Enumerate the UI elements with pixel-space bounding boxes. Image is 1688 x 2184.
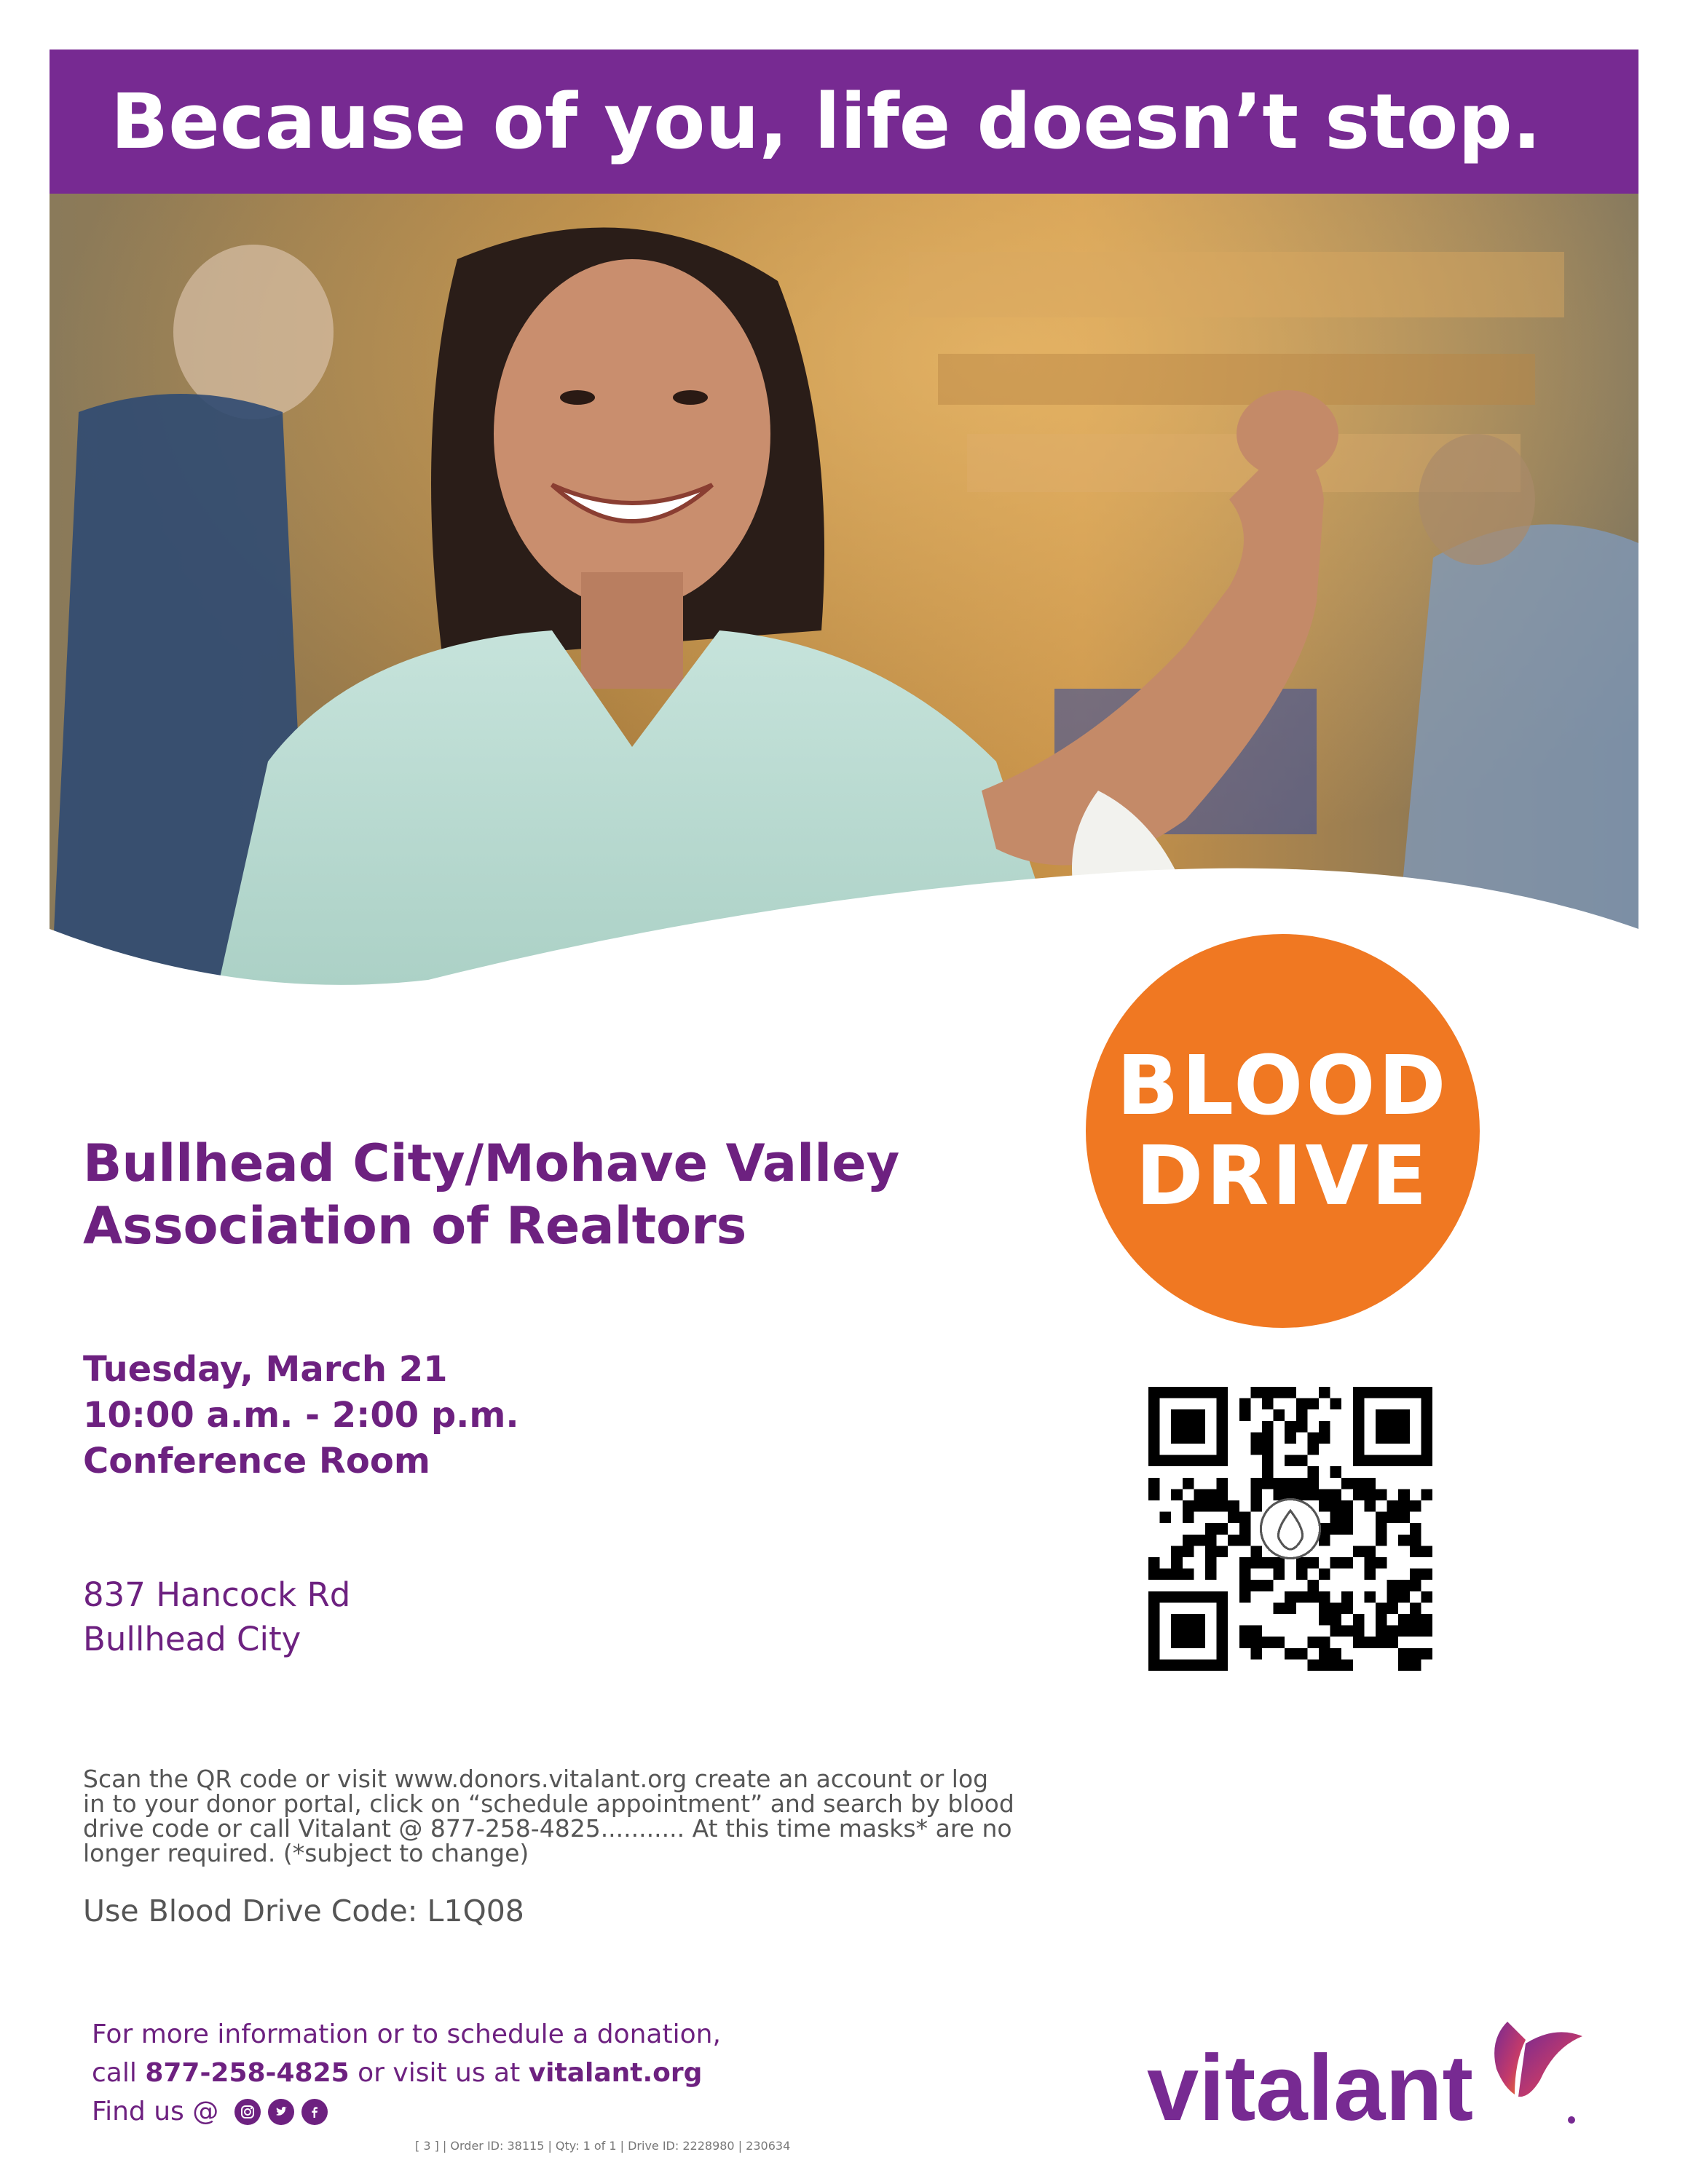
twitter-icon[interactable] xyxy=(268,2099,294,2125)
qr-module xyxy=(1262,1444,1274,1455)
qr-module xyxy=(1421,1569,1432,1580)
qr-module xyxy=(1296,1591,1308,1603)
qr-module xyxy=(1410,1523,1421,1535)
qr-module xyxy=(1250,1500,1262,1512)
blood-drive-code: Use Blood Drive Code: L1Q08 xyxy=(83,1894,524,1928)
qr-module xyxy=(1228,1512,1239,1524)
qr-module xyxy=(1353,1478,1365,1489)
qr-module xyxy=(1410,1580,1421,1591)
qr-module xyxy=(1274,1478,1285,1489)
qr-module xyxy=(1330,1398,1342,1410)
qr-module xyxy=(1319,1500,1330,1512)
social-row xyxy=(92,2092,721,2131)
qr-module xyxy=(1262,1478,1274,1489)
qr-module xyxy=(1398,1591,1410,1603)
qr-module xyxy=(1410,1626,1421,1637)
qr-module xyxy=(1364,1591,1376,1603)
qr-module xyxy=(1398,1626,1410,1637)
qr-module xyxy=(1398,1614,1410,1626)
qr-module xyxy=(1319,1432,1330,1444)
qr-module xyxy=(1250,1580,1262,1591)
qr-module xyxy=(1148,1557,1160,1569)
qr-module xyxy=(1194,1535,1205,1546)
qr-module xyxy=(1274,1409,1285,1421)
qr-module xyxy=(1296,1557,1308,1569)
qr-module xyxy=(1160,1569,1172,1580)
qr-module xyxy=(1341,1478,1353,1489)
qr-module xyxy=(1387,1626,1399,1637)
qr-module xyxy=(1285,1648,1296,1660)
qr-module xyxy=(1183,1546,1194,1557)
qr-module xyxy=(1376,1602,1387,1614)
qr-module xyxy=(1274,1489,1285,1500)
qr-module xyxy=(1262,1387,1274,1398)
qr-module xyxy=(1171,1569,1183,1580)
facebook-icon[interactable] xyxy=(301,2099,328,2125)
social-icons xyxy=(234,2099,328,2125)
qr-module xyxy=(1274,1569,1285,1580)
qr-module xyxy=(1319,1387,1330,1398)
qr-module xyxy=(1307,1489,1319,1500)
qr-module xyxy=(1307,1659,1319,1671)
qr-module xyxy=(1341,1557,1353,1569)
qr-module xyxy=(1250,1546,1262,1557)
qr-module xyxy=(1183,1569,1194,1580)
qr-module xyxy=(1319,1421,1330,1433)
qr-module xyxy=(1353,1546,1365,1557)
qr-module xyxy=(1364,1500,1376,1512)
qr-module xyxy=(1250,1557,1262,1569)
qr-module xyxy=(1205,1523,1217,1535)
qr-module xyxy=(1353,1489,1365,1500)
qr-module xyxy=(1239,1569,1251,1580)
qr-module xyxy=(1330,1626,1342,1637)
qr-module xyxy=(1262,1557,1274,1569)
qr-module xyxy=(1387,1602,1399,1614)
qr-module xyxy=(1376,1614,1387,1626)
qr-module xyxy=(1285,1421,1296,1433)
qr-module xyxy=(1376,1512,1387,1524)
qr-module xyxy=(1330,1614,1342,1626)
qr-module xyxy=(1307,1580,1319,1591)
qr-module xyxy=(1285,1591,1296,1603)
order-info: [ 3 ] | Order ID: 38115 | Qty: 1 of 1 | Drive ID: 2228980 | 230634 xyxy=(415,2139,791,2153)
qr-module xyxy=(1353,1637,1365,1648)
qr-module xyxy=(1330,1648,1342,1660)
qr-module xyxy=(1410,1500,1421,1512)
qr-module xyxy=(1398,1659,1410,1671)
qr-module xyxy=(1307,1591,1319,1603)
qr-module xyxy=(1194,1489,1205,1500)
footer-line-2 xyxy=(92,2054,721,2092)
qr-module xyxy=(1250,1444,1262,1455)
qr-module xyxy=(1341,1659,1353,1671)
address-line-2: Bullhead City xyxy=(83,1620,301,1658)
qr-module xyxy=(1387,1512,1399,1524)
qr-module xyxy=(1330,1466,1342,1478)
qr-module xyxy=(1217,1478,1228,1489)
qr-module xyxy=(1319,1591,1330,1603)
qr-module xyxy=(1398,1489,1410,1500)
qr-module xyxy=(1387,1637,1399,1648)
qr-module xyxy=(1239,1409,1251,1421)
qr-module xyxy=(1421,1591,1432,1603)
qr-module xyxy=(1341,1626,1353,1637)
qr-module xyxy=(1296,1569,1308,1580)
qr-module xyxy=(1330,1512,1342,1524)
qr-module xyxy=(1217,1500,1228,1512)
badge-line-1: BLOOD xyxy=(1116,1038,1449,1133)
qr-module xyxy=(1376,1489,1387,1500)
qr-module xyxy=(1307,1637,1319,1648)
footer-website-link[interactable]: vitalant.org xyxy=(528,2058,703,2088)
qr-module xyxy=(1330,1523,1342,1535)
qr-module xyxy=(1376,1523,1387,1535)
qr-module xyxy=(1205,1569,1217,1580)
qr-module xyxy=(1330,1602,1342,1614)
qr-module xyxy=(1319,1614,1330,1626)
qr-module xyxy=(1319,1569,1330,1580)
qr-module xyxy=(1183,1512,1194,1524)
qr-module xyxy=(1171,1546,1183,1557)
qr-module xyxy=(1307,1432,1319,1444)
address-line-1: 837 Hancock Rd xyxy=(83,1575,351,1614)
qr-module xyxy=(1421,1489,1432,1500)
qr-code[interactable] xyxy=(1148,1387,1432,1671)
qr-module xyxy=(1148,1489,1160,1500)
qr-module xyxy=(1398,1512,1410,1524)
qr-module xyxy=(1410,1648,1421,1660)
qr-module xyxy=(1330,1659,1342,1671)
instagram-icon[interactable] xyxy=(234,2099,261,2125)
qr-module xyxy=(1250,1478,1262,1489)
blood-drive-badge xyxy=(1086,934,1480,1328)
qr-module xyxy=(1239,1535,1251,1546)
qr-module xyxy=(1410,1614,1421,1626)
qr-module xyxy=(1421,1648,1432,1660)
instructions-text: Scan the QR code or visit www.donors.vitalant.org create an account or log in to your donor portal, click on “schedule appointment” and search by blood drive code or call Vitalant @ 877-258-4825........... At this time masks* are no longer required. (*subject to change) xyxy=(83,1765,1014,1867)
qr-module xyxy=(1239,1626,1251,1637)
qr-module xyxy=(1307,1557,1319,1569)
qr-module xyxy=(1262,1455,1274,1467)
qr-module xyxy=(1319,1602,1330,1614)
qr-module xyxy=(1285,1455,1296,1467)
qr-module xyxy=(1171,1489,1183,1500)
qr-module xyxy=(1217,1523,1228,1535)
qr-module xyxy=(1421,1546,1432,1557)
qr-module xyxy=(1341,1591,1353,1603)
qr-module xyxy=(1250,1489,1262,1500)
footer-line-1: For more information or to schedule a donation, xyxy=(92,2019,721,2049)
qr-module xyxy=(1353,1626,1365,1637)
qr-module xyxy=(1307,1398,1319,1410)
event-details xyxy=(83,1347,519,1484)
badge-line-2: DRIVE xyxy=(1135,1128,1430,1224)
qr-module xyxy=(1421,1626,1432,1637)
qr-module xyxy=(1410,1546,1421,1557)
qr-module xyxy=(1296,1648,1308,1660)
qr-module xyxy=(1296,1409,1308,1421)
qr-module xyxy=(1387,1591,1399,1603)
qr-module xyxy=(1183,1478,1194,1489)
qr-module xyxy=(1205,1535,1217,1546)
footer-call-prefix: call xyxy=(92,2058,137,2088)
qr-module xyxy=(1421,1614,1432,1626)
qr-module xyxy=(1307,1444,1319,1455)
qr-module xyxy=(1341,1500,1353,1512)
qr-module xyxy=(1217,1489,1228,1500)
qr-module xyxy=(1217,1546,1228,1557)
qr-module xyxy=(1239,1580,1251,1591)
qr-module xyxy=(1262,1398,1274,1410)
qr-module xyxy=(1160,1512,1172,1524)
qr-module xyxy=(1296,1489,1308,1500)
qr-module xyxy=(1307,1466,1319,1478)
qr-module xyxy=(1250,1432,1262,1444)
qr-module xyxy=(1148,1478,1160,1489)
qr-module xyxy=(1250,1648,1262,1660)
qr-module xyxy=(1398,1580,1410,1591)
qr-module xyxy=(1330,1500,1342,1512)
qr-module xyxy=(1341,1512,1353,1524)
qr-module xyxy=(1183,1535,1194,1546)
qr-module xyxy=(1228,1535,1239,1546)
qr-module xyxy=(1353,1614,1365,1626)
qr-module xyxy=(1296,1421,1308,1433)
qr-module xyxy=(1262,1466,1274,1478)
qr-module xyxy=(1205,1489,1217,1500)
headline: Because of you, life doesn’t stop. xyxy=(111,77,1542,166)
event-address xyxy=(83,1572,350,1661)
qr-module xyxy=(1274,1637,1285,1648)
qr-module xyxy=(1262,1580,1274,1591)
qr-module xyxy=(1364,1478,1376,1489)
header-banner xyxy=(50,50,1638,194)
qr-module xyxy=(1398,1648,1410,1660)
qr-module xyxy=(1274,1557,1285,1569)
vitalant-logo xyxy=(1147,2011,1591,2134)
qr-module xyxy=(1205,1546,1217,1557)
qr-module xyxy=(1341,1602,1353,1614)
footer-visit-text: or visit us at xyxy=(358,2058,521,2088)
qr-module xyxy=(1319,1648,1330,1660)
event-time: 10:00 a.m. - 2:00 p.m. xyxy=(83,1395,519,1436)
qr-module xyxy=(1262,1421,1274,1433)
qr-module xyxy=(1262,1432,1274,1444)
qr-module xyxy=(1376,1637,1387,1648)
qr-module xyxy=(1398,1500,1410,1512)
qr-module xyxy=(1364,1489,1376,1500)
event-location: Conference Room xyxy=(83,1441,430,1481)
qr-module xyxy=(1410,1535,1421,1546)
qr-module xyxy=(1330,1489,1342,1500)
qr-module xyxy=(1239,1512,1251,1524)
qr-module xyxy=(1296,1478,1308,1489)
qr-module xyxy=(1364,1569,1376,1580)
organization-name: Bullhead City/Mohave Valley Association of Realtors xyxy=(83,1133,900,1256)
qr-module xyxy=(1398,1535,1410,1546)
event-date: Tuesday, March 21 xyxy=(83,1349,448,1390)
qr-module xyxy=(1376,1626,1387,1637)
qr-module xyxy=(1250,1387,1262,1398)
find-us-label: Find us @ xyxy=(92,2097,219,2126)
qr-module xyxy=(1239,1523,1251,1535)
qr-module xyxy=(1364,1637,1376,1648)
qr-module xyxy=(1296,1455,1308,1467)
qr-module xyxy=(1364,1557,1376,1569)
qr-module xyxy=(1274,1387,1285,1398)
qr-module xyxy=(1239,1591,1251,1603)
qr-module xyxy=(1250,1637,1262,1648)
qr-module xyxy=(1341,1523,1353,1535)
qr-module xyxy=(1262,1637,1274,1648)
qr-module xyxy=(1183,1500,1194,1512)
qr-module xyxy=(1239,1557,1251,1569)
qr-module xyxy=(1387,1500,1399,1512)
qr-module xyxy=(1319,1637,1330,1648)
qr-module xyxy=(1239,1398,1251,1410)
qr-module xyxy=(1410,1659,1421,1671)
hero-photo-illustration xyxy=(50,194,1638,1024)
qr-module xyxy=(1171,1557,1183,1569)
qr-module xyxy=(1250,1626,1262,1637)
qr-module xyxy=(1285,1432,1296,1444)
qr-module xyxy=(1274,1602,1285,1614)
qr-module xyxy=(1285,1387,1296,1398)
qr-module xyxy=(1296,1398,1308,1410)
qr-module xyxy=(1239,1637,1251,1648)
qr-module xyxy=(1319,1489,1330,1500)
qr-module xyxy=(1364,1546,1376,1557)
qr-module xyxy=(1319,1659,1330,1671)
qr-module xyxy=(1285,1478,1296,1489)
qr-module xyxy=(1410,1569,1421,1580)
qr-module xyxy=(1376,1535,1387,1546)
qr-module xyxy=(1330,1557,1342,1569)
qr-module xyxy=(1387,1580,1399,1591)
qr-module xyxy=(1194,1500,1205,1512)
qr-module xyxy=(1148,1569,1160,1580)
logo-wordmark: vitalant xyxy=(1147,2036,1474,2134)
qr-module xyxy=(1228,1500,1239,1512)
qr-module xyxy=(1205,1500,1217,1512)
qr-module xyxy=(1285,1602,1296,1614)
qr-module xyxy=(1410,1602,1421,1614)
qr-module xyxy=(1307,1478,1319,1489)
footer-info xyxy=(92,2015,721,2131)
hero-photo xyxy=(50,194,1638,1024)
qr-module xyxy=(1319,1535,1330,1546)
qr-module xyxy=(1376,1557,1387,1569)
qr-module xyxy=(1205,1557,1217,1569)
footer-phone-link[interactable]: 877-258-4825 xyxy=(145,2058,350,2088)
